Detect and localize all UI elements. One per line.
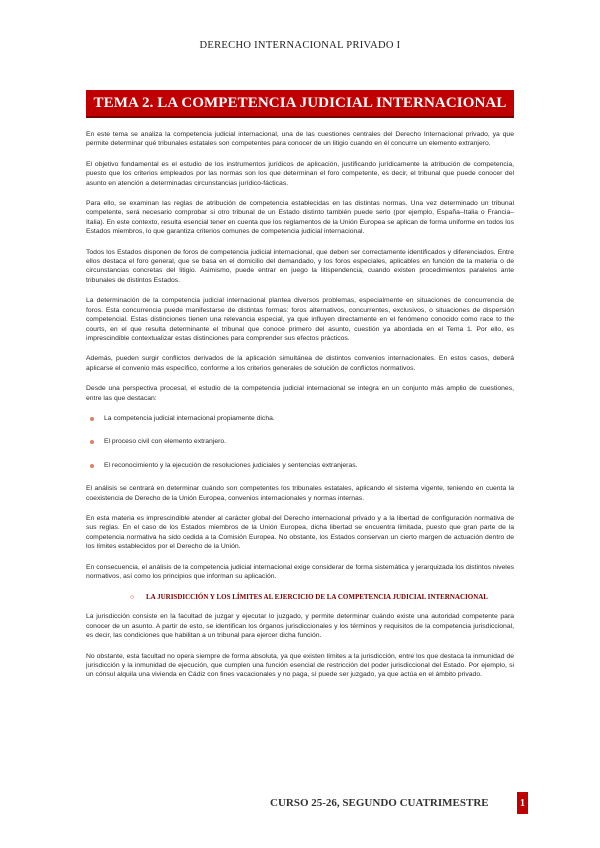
subsection-heading [86, 592, 514, 602]
list-item-text: La competencia judicial internacional propiamente dicha. [104, 414, 275, 422]
paragraph: El objetivo fundamental es el estudio de los instrumentos jurídicos de aplicación, justificando jurídicamente la atribución de competencia, puesto que los criterios empleados por las normas son los que determinan el foro competente, es decir, el tribunal que puede conocer del asunto en atención a determinadas circunstancias jurídico-fácticas. [86, 160, 514, 187]
bullet-icon [90, 464, 94, 468]
paragraph: Además, pueden surgir conflictos derivados de la aplicación simultánea de distintos convenios internacionales. En estos casos, deberá aplicarse el convenio más específico, conforme a los criterios generales de solución de conflictos normativos. [86, 355, 514, 372]
list-item [86, 437, 514, 446]
bullet-icon [90, 440, 94, 444]
body-content [86, 130, 514, 691]
paragraph: Desde una perspectiva procesal, el estudio de la competencia judicial internacional se integra en un conjunto más amplio de cuestiones, entre las que destacan: [86, 385, 514, 402]
paragraph: En esta materia es imprescindible atender al carácter global del Derecho internacional privado y a la libertad de configuración normativa de sus reglas. En el caso de los Estados miembros de la Unión Europea, dicha libertad se encuentra limitada, puesto que gran parte de la competencia normativa ha sido cedida a la Comisión Europea. No obstante, los Estados conservan un cierto margen de actuación dentro de los límites establecidos por el Derecho de la Unión. [86, 514, 514, 551]
list-item [86, 414, 514, 423]
list-item-text: El reconocimiento y la ejecución de resoluciones judiciales y sentencias extranjeras. [104, 461, 358, 469]
paragraph: Para ello, se examinan las reglas de atribución de competencia establecidas en las distintas normas. Una vez determinado un tribunal competente, será necesario comprobar si otro tribunal de un Estado distinto también puede serlo (por ejemplo, España–Italia o Francia–Italia). En este contexto, resulta esencial tener en cuenta que los reglamentos de la Unión Europea se aplican de forma uniforme en todos los Estados miembros, lo que garantiza criterios comunes de competencia judicial internacional. [86, 200, 514, 236]
circle-bullet-icon: ○ [130, 593, 135, 602]
bullet-icon [90, 417, 94, 421]
bullet-list [86, 414, 514, 470]
paragraph: En consecuencia, el análisis de la competencia judicial internacional exige considerar de forma sistemática y jerarquizada los distintos niveles normativos, así como los principios que informan su aplicación. [86, 563, 514, 580]
paragraph: La determinación de la competencia judicial internacional plantea diversos problemas, especialmente en situaciones de concurrencia de foros. Esta concurrencia puede manifestarse de distintas formas: foros alternativos, concurrentes, exclusivos, o situaciones de dispersión competencial. Estas distinciones tienen una relevancia especial, ya que influyen directamente en el fenómeno conocido como race to the courts, en el que resulta determinante el tribunal que conoce primero del asunto, cuestión ya abordada en el Tema 1. Por ello, es imprescindible contextualizar estas distinciones para comprender sus efectos prácticos. [86, 297, 514, 342]
list-item [86, 461, 514, 470]
paragraph: En este tema se analiza la competencia judicial internacional, una de las cuestiones centrales del Derecho Internacional privado, ya que permite determinar qué tribunales estatales son competentes para conocer de un litigio cuando en él concurre un elemento extranjero. [86, 131, 514, 148]
page-number: 1 [517, 792, 528, 814]
running-header: DERECHO INTERNACIONAL PRIVADO I [199, 40, 401, 51]
paragraph: La jurisdicción consiste en la facultad de juzgar y ejecutar lo juzgado, y permite determinar cuándo existe una autoridad competente para conocer de un asunto. A partir de esto, se identifican los órganos jurisdiccionales y los términos y requisitos de la competencia jurisdiccional, es decir, las condiciones que habilitan a un tribunal para ejercer dicha función. [86, 613, 514, 640]
chapter-title: TEMA 2. LA COMPETENCIA JUDICIAL INTERNACIONAL [93, 94, 507, 111]
footer-course: CURSO 25-26, SEGUNDO CUATRIMESTRE [270, 797, 489, 809]
subsection-title: LA JURISDICCIÓN Y LOS LÍMITES AL EJERCICIO DE LA COMPETENCIA JUDICIAL INTERNACIONAL [146, 593, 488, 602]
paragraph: Todos los Estados disponen de foros de competencia judicial internacional, que deben ser correctamente identificados y diferenciados. Entre ellos destaca el foro general, que se basa en el domicilio del demandado, y los foros especiales, aplicables en función de la materia o de circunstancias concretas del litigio. Asimismo, puede entrar en juego la litispendencia, cuando existen procedimientos paralelos ante tribunales de distintos Estados. [86, 248, 514, 284]
list-item-text: El proceso civil con elemento extranjero. [104, 438, 227, 446]
paragraph: El análisis se centrará en determinar cuándo son competentes los tribunales estatales, aplicando el sistema vigente, teniendo en cuenta la coexistencia de Derecho de la Unión Europea, convenios internacionales y normas internas. [86, 485, 514, 502]
chapter-title-bar [86, 90, 514, 118]
paragraph: No obstante, esta facultad no opera siempre de forma absoluta, ya que existen límites a la jurisdicción, entre los que destaca la inmunidad de jurisdicción y la inmunidad de ejecución, que cumplen una función esencial de restricción del poder jurisdiccional del Estado. Por ejemplo, si un cónsul alquila una vivienda en Cádiz con fines vacacionales y no paga, sí puede ser juzgado, ya que actúa en el ámbito privado. [86, 652, 514, 679]
